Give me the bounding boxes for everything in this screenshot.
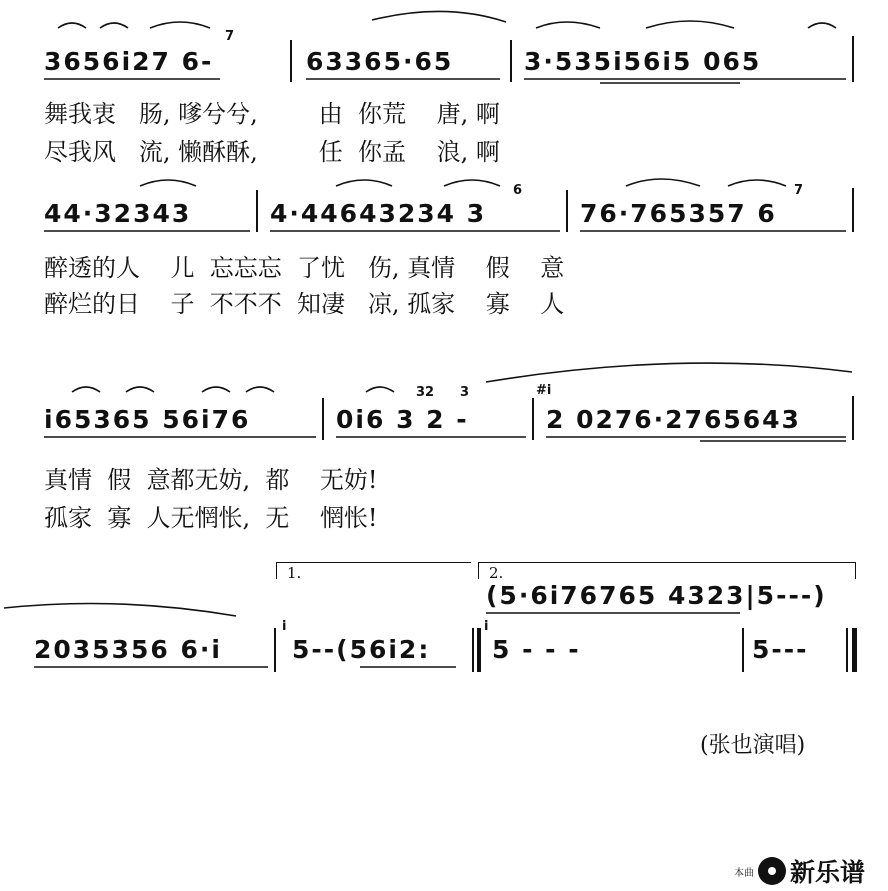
measure-3-3: 2 0276·2765643 — [546, 405, 801, 434]
watermark-brand: 新乐谱 — [790, 858, 866, 887]
grace-note: 3 — [460, 385, 470, 400]
lyrics-line-2-verse-1: 醉透的人 儿 忘忘忘 了忧 伤, 真情 假 意 — [44, 254, 565, 282]
slur — [486, 363, 852, 382]
lyrics-line-1-verse-2: 尽我风 流, 懒酥酥, 任 你孟 浪, 啊 — [44, 138, 500, 166]
grace-note: i — [484, 619, 489, 634]
lyrics-line-3-verse-2: 孤家 寡 人无惘怅, 无 惘怅! — [44, 504, 378, 532]
slur — [140, 180, 196, 186]
measure-3-1: i65365 56i76 — [44, 405, 251, 434]
watermark-small-text: 本曲 — [734, 867, 754, 879]
ending-label-2: 2. — [489, 564, 504, 582]
slur — [728, 180, 786, 186]
slur — [372, 11, 506, 22]
slur — [808, 23, 836, 28]
measure-4-4: 5--- — [752, 635, 809, 664]
performer-credit: (张也演唱) — [700, 733, 806, 758]
grace-note: 32 — [416, 385, 435, 400]
slur — [150, 22, 210, 28]
slur — [444, 180, 500, 186]
grace-note: #i — [536, 383, 552, 398]
grace-note: 6 — [513, 183, 523, 198]
slur — [100, 23, 128, 28]
measure-2-2: 4·44643234 3 — [270, 199, 487, 228]
grace-note: 7 — [794, 183, 804, 198]
grace-note: i — [282, 619, 287, 634]
measure-1-1: 3656i27 6- — [44, 47, 214, 76]
measure-4-1: 2035356 6·i — [34, 635, 222, 664]
ending-label-1: 1. — [287, 564, 302, 582]
alt-phrase-notes: (5·6i76765 4323|5---) — [486, 581, 827, 610]
lyrics-line-3-verse-1: 真情 假 意都无妨, 都 无妨! — [44, 466, 378, 494]
measure-1-2: 63365·65 — [306, 47, 454, 76]
slur — [202, 387, 230, 392]
slur — [72, 387, 100, 392]
lyrics-line-1-verse-1: 舞我衷 肠, 嗲兮兮, 由 你荒 唐, 啊 — [44, 100, 500, 128]
slur — [58, 23, 86, 28]
measure-2-1: 44·32343 — [44, 199, 192, 228]
lyrics-line-2-verse-2: 醉烂的日 子 不不不 知凄 凉, 孤家 寡 人 — [44, 290, 565, 318]
slur — [336, 180, 392, 186]
slur — [126, 387, 154, 392]
grace-note: 7 — [225, 29, 235, 44]
measure-4-3: 5 - - - — [492, 635, 581, 664]
measure-1-3: 3·535i56i5 065 — [524, 47, 762, 76]
slur — [4, 604, 236, 617]
measure-4-2: 5--(56i2: — [292, 635, 431, 664]
slur — [536, 22, 600, 28]
slur — [366, 387, 394, 392]
measure-2-3: 76·765357 6 — [580, 199, 777, 228]
slur — [246, 387, 274, 392]
slur — [626, 179, 700, 186]
slur — [646, 21, 734, 28]
measure-3-2: 0i6 3 2 - — [336, 405, 469, 434]
